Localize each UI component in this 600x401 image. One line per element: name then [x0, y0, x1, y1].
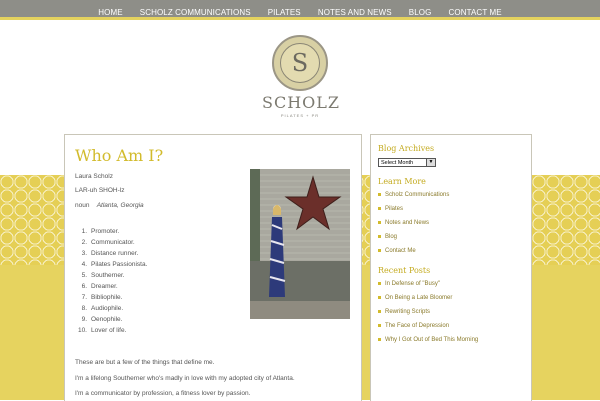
bullet-icon [378, 221, 381, 224]
author-name: Laura Scholz [75, 173, 113, 180]
sidebar-link-notes-and-news[interactable]: Notes and News [378, 220, 449, 234]
paragraph: I'm a lifelong Southerner who's madly in love with my adopted city of Atlanta. [75, 375, 295, 382]
main-content [64, 134, 362, 401]
bullet-icon [378, 310, 381, 313]
paragraph: These are but a few of the things that define me. [75, 359, 215, 366]
part-of-speech: noun [75, 202, 90, 209]
sidebar-link-contact-me[interactable]: Contact Me [378, 248, 449, 262]
archives-select-value: Select Month [381, 160, 414, 166]
list-item: 6. Dreamer. [81, 283, 118, 290]
recent-post-link[interactable]: Why I Got Out of Bed This Morning [378, 337, 478, 351]
traits-list [75, 228, 147, 338]
nav-contact-me[interactable]: CONTACT ME [448, 8, 502, 17]
logo-seal-icon [272, 35, 328, 91]
nav-pilates[interactable]: PILATES [267, 8, 301, 17]
recent-post-link[interactable]: In Defense of "Busy" [378, 281, 478, 295]
list-item: 7. Bibliophile. [81, 294, 123, 301]
list-item: 8. Audiophile. [81, 305, 124, 312]
recent-post-link[interactable]: Rewriting Scripts [378, 309, 478, 323]
learn-more-list [378, 192, 449, 262]
archives-month-select[interactable] [378, 158, 436, 167]
list-item: 4. Pilates Passionista. [81, 261, 148, 268]
top-navigation [0, 0, 600, 20]
recent-posts-heading: Recent Posts [378, 266, 431, 275]
chevron-down-icon[interactable]: ▼ [426, 159, 435, 166]
recent-posts-list [378, 281, 478, 351]
sidebar-link-blog[interactable]: Blog [378, 234, 449, 248]
sidebar-link-scholz-communications[interactable]: Scholz Communications [378, 192, 449, 206]
logo-brand-name: SCHOLZ [262, 93, 341, 112]
bullet-icon [378, 282, 381, 285]
nav-scholz-communications[interactable]: SCHOLZ COMMUNICATIONS [139, 8, 251, 17]
paragraph: I'm a communicator by profession, a fitness lover by passion. [75, 390, 251, 397]
list-item: 1. Promoter. [81, 228, 120, 235]
bullet-icon [378, 193, 381, 196]
recent-post-link[interactable]: The Face of Depression [378, 323, 478, 337]
list-item: 2. Communicator. [81, 239, 135, 246]
place: Atlanta, Georgia [96, 202, 144, 209]
logo-tagline: PILATES + PR [280, 113, 320, 118]
list-item: 5. Southerner. [81, 272, 125, 279]
learn-more-heading: Learn More [378, 177, 426, 186]
bullet-icon [378, 249, 381, 252]
sidebar-link-pilates[interactable]: Pilates [378, 206, 449, 220]
nav-home[interactable]: HOME [98, 8, 123, 17]
archives-heading: Blog Archives [378, 144, 435, 153]
page-title: Who Am I? [75, 146, 164, 165]
profile-photo-illustration [250, 169, 350, 319]
sidebar [370, 134, 532, 401]
list-item: 10. Lover of life. [77, 327, 127, 334]
site-logo[interactable] [262, 35, 341, 125]
bullet-icon [378, 207, 381, 210]
list-item: 9. Oenophile. [81, 316, 123, 323]
profile-photo [250, 169, 350, 319]
recent-post-link[interactable]: On Being a Late Bloomer [378, 295, 478, 309]
nav-notes-and-news[interactable]: NOTES AND NEWS [317, 8, 392, 17]
bullet-icon [378, 235, 381, 238]
pronunciation: LAR-uh SHOH-lz [75, 187, 125, 194]
nav-blog[interactable]: BLOG [408, 8, 432, 17]
logo-monogram: S [280, 43, 320, 83]
bullet-icon [378, 338, 381, 341]
bullet-icon [378, 324, 381, 327]
bullet-icon [378, 296, 381, 299]
list-item: 3. Distance runner. [81, 250, 139, 257]
definition-line [75, 202, 144, 209]
